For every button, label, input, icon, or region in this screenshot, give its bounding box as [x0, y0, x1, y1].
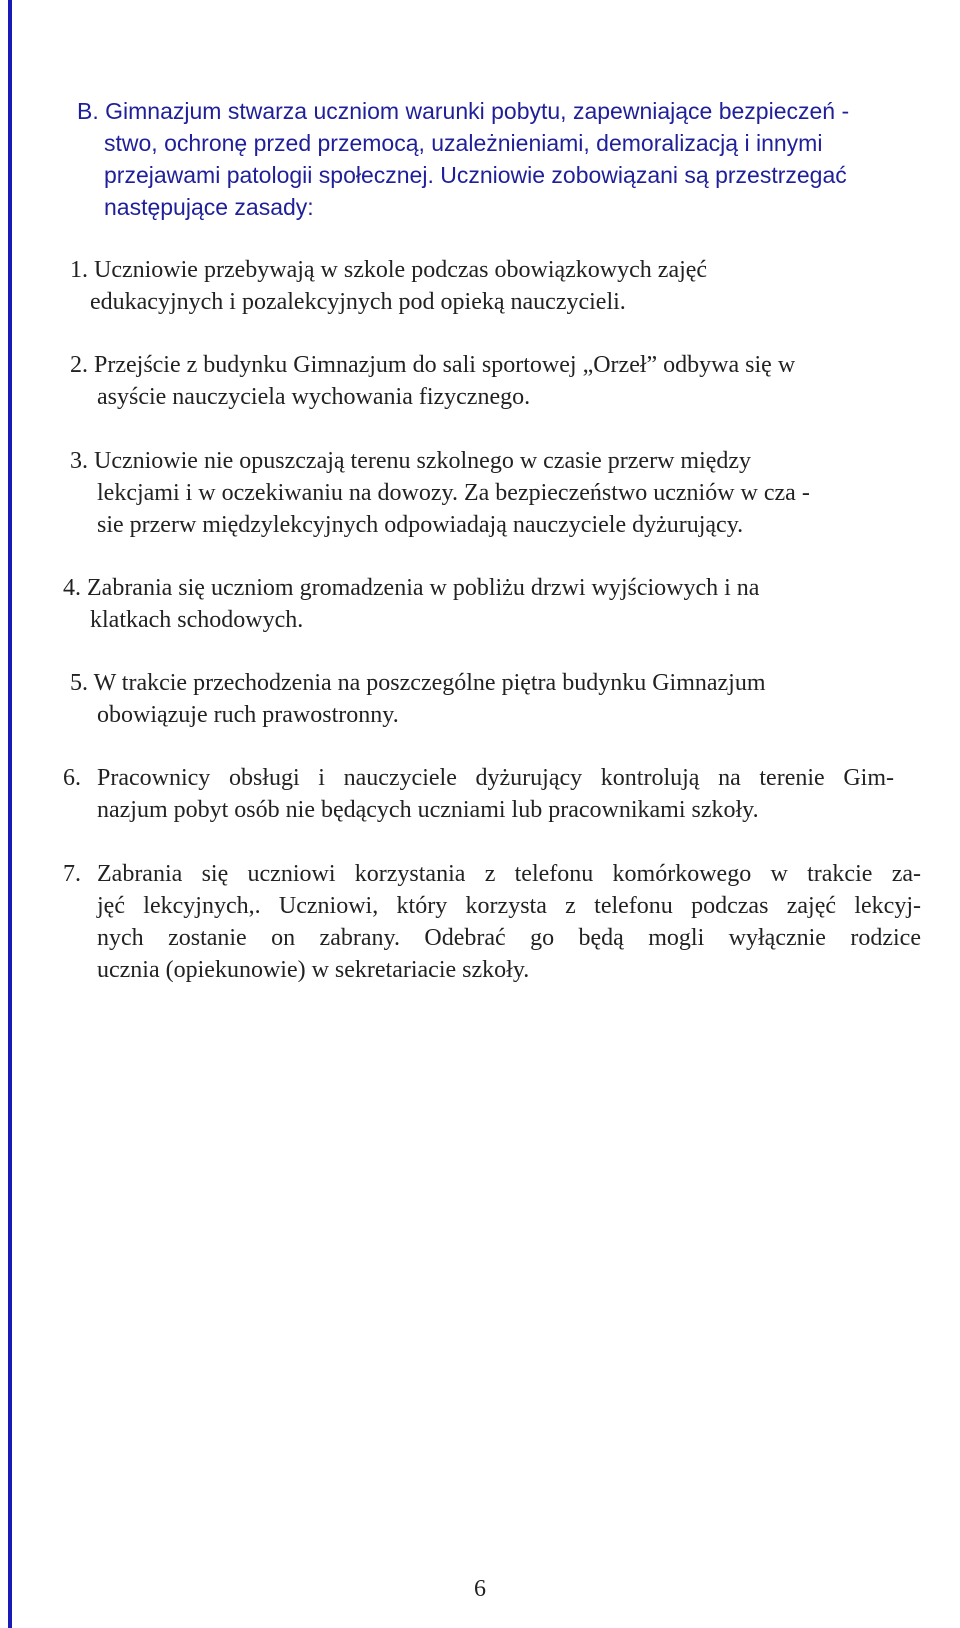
section-b-line: B. Gimnazjum stwarza uczniom warunki pobytu, zapewniające bezpieczeń -	[77, 98, 850, 124]
section-b-line: stwo, ochronę przed przemocą, uzależnieniami, demoralizacją i innymi	[104, 130, 823, 156]
section-b-line: następujące zasady:	[104, 194, 314, 220]
rule-line: jęć lekcyjnych,. Uczniowi, który korzysta z telefonu podczas zajęć lekcyj-	[97, 893, 921, 919]
rule-line: asyście nauczyciela wychowania fizycznego.	[97, 384, 531, 410]
rule-line: nazjum pobyt osób nie będących uczniami lub pracownikami szkoły.	[97, 797, 759, 823]
section-b-line: przejawami patologii społecznej. Uczniowie zobowiązani są przestrzegać	[104, 162, 847, 188]
rule-line: nych zostanie on zabrany. Odebrać go będą mogli wyłącznie rodzice	[97, 925, 921, 951]
rule-line: 4. Zabrania się uczniom gromadzenia w pobliżu drzwi wyjściowych i na	[63, 575, 760, 601]
rule-line: edukacyjnych i pozalekcyjnych pod opieką nauczycieli.	[90, 289, 626, 315]
rule-line: klatkach schodowych.	[90, 607, 304, 633]
rule-line: 3. Uczniowie nie opuszczają terenu szkolnego w czasie przerw między	[70, 448, 752, 474]
rule-line: obowiązuje ruch prawostronny.	[97, 702, 399, 728]
rule-line: 1. Uczniowie przebywają w szkole podczas obowiązkowych zajęć	[70, 257, 708, 283]
rule-line: lekcjami i w oczekiwaniu na dowozy. Za bezpieczeństwo uczniów w cza -	[97, 480, 810, 506]
rule-line: ucznia (opiekunowie) w sekretariacie szkoły.	[97, 957, 530, 983]
rule-line: Pracownicy obsługi i nauczyciele dyżurujący kontrolują na terenie Gim-	[97, 765, 894, 791]
rule-line: 2. Przejście z budynku Gimnazjum do sali sportowej „Orzeł” odbywa się w	[70, 352, 796, 378]
page-number: 6	[474, 1576, 486, 1602]
rule-line: Zabrania się uczniowi korzystania z telefonu komórkowego w trakcie za-	[97, 861, 921, 887]
rule-line: 5. W trakcie przechodzenia na poszczególne piętra budynku Gimnazjum	[70, 670, 766, 696]
rule-number: 7.	[63, 861, 81, 887]
rule-line: sie przerw międzylekcyjnych odpowiadają nauczyciele dyżurujący.	[97, 512, 744, 538]
rule-number: 6.	[63, 765, 81, 791]
left-margin-rule	[8, 0, 12, 1628]
